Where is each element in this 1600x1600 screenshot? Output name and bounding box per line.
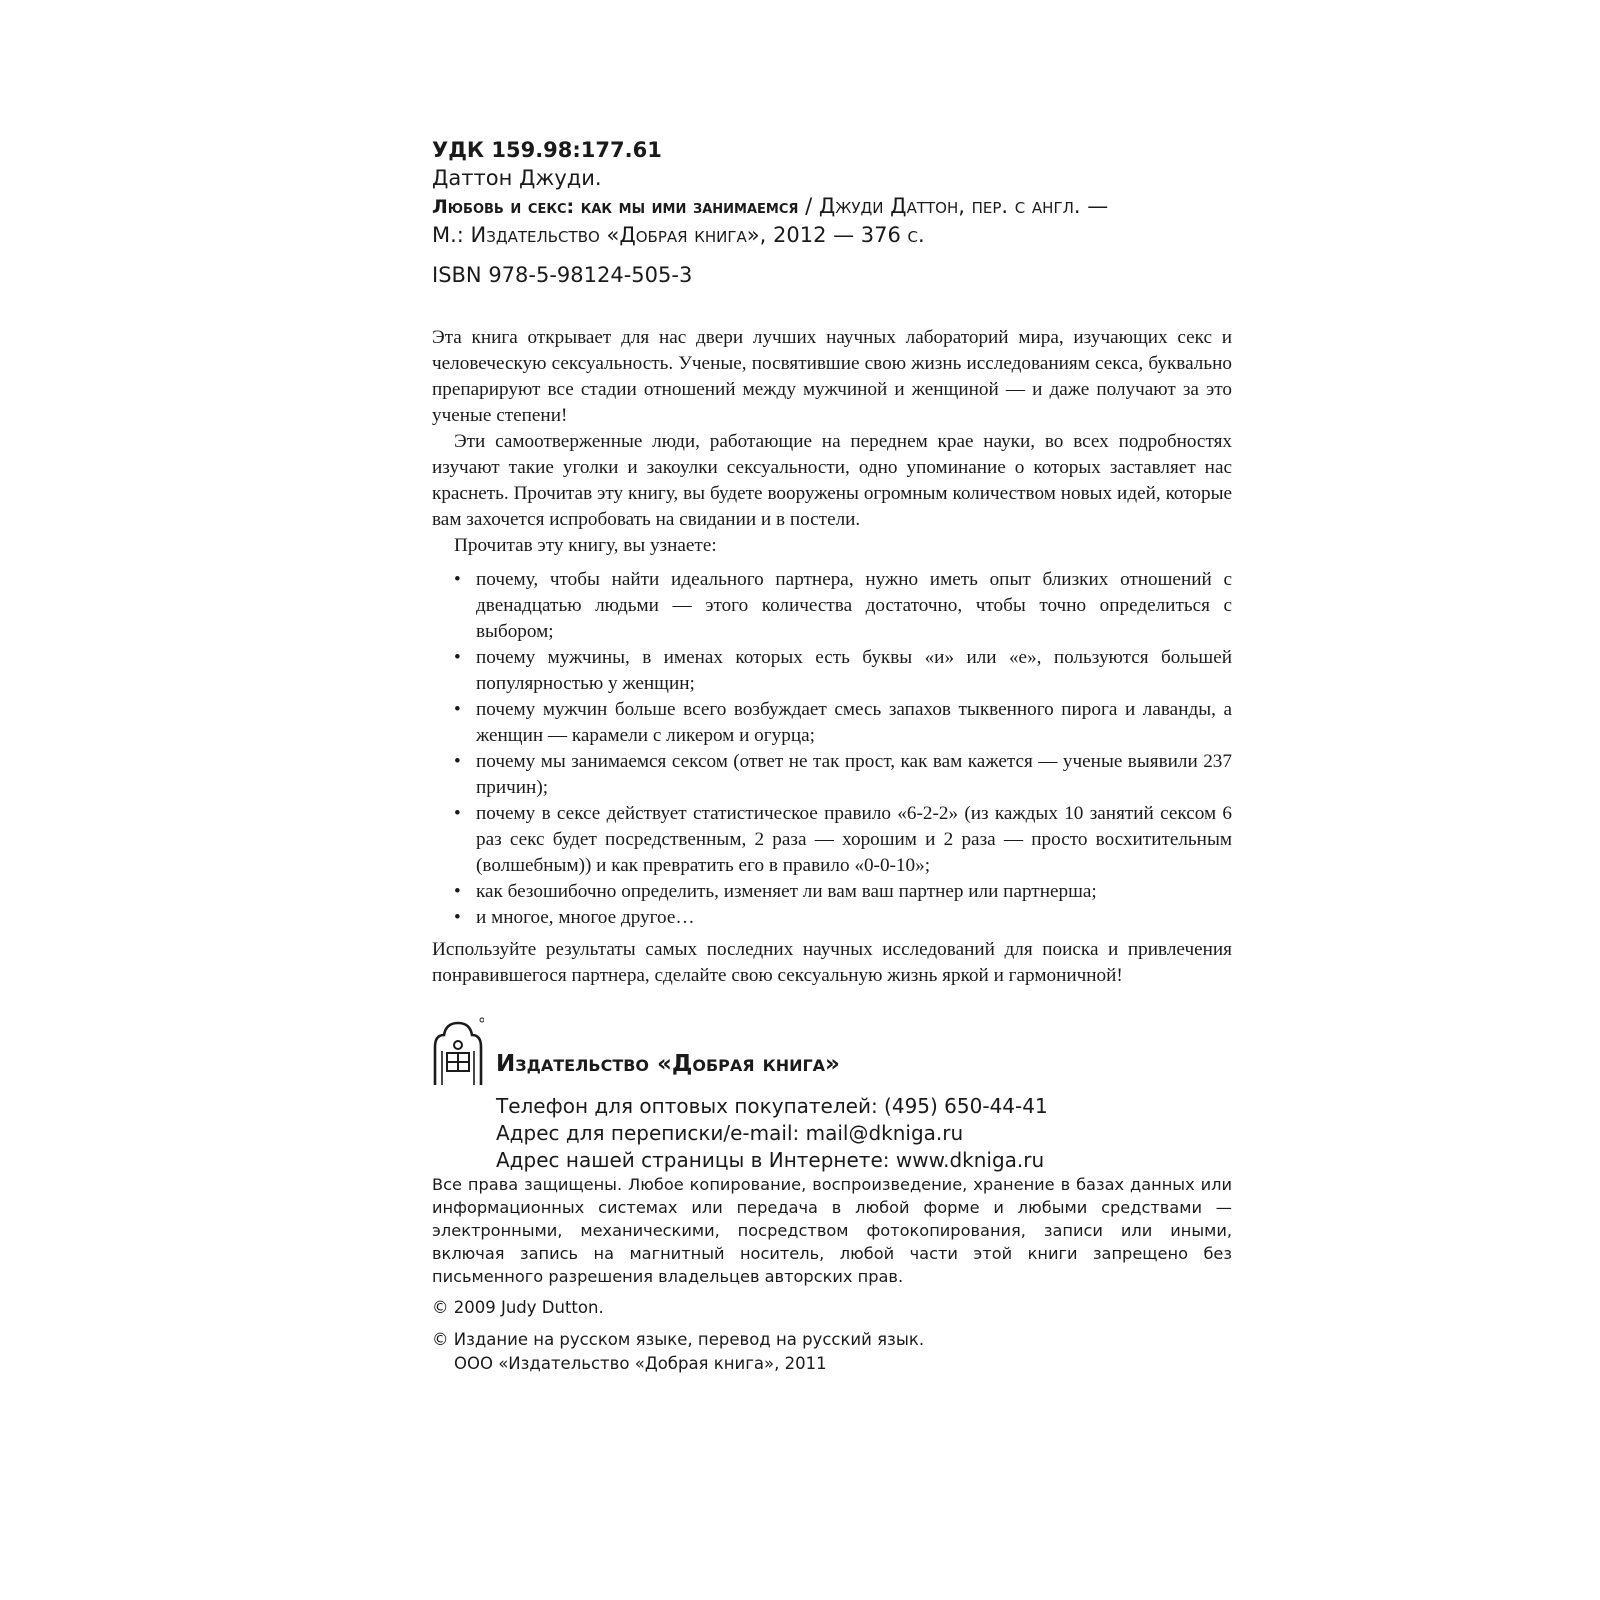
publisher-logo-icon xyxy=(432,1017,484,1087)
list-item: • почему мы занимаемся сексом (ответ не так прост, как вам кажется — ученые выявили 237 причин); xyxy=(476,749,1232,801)
list-item: • как безошибочно определить, изменяет ли вам ваш партнер или партнерша; xyxy=(476,879,1232,905)
list-item: • почему в сексе действует статистическое правило «6-2-2» (из каждых 10 занятий сексом 6 раз секс будет посредственным, 2 раза — хорошим и 2 раза — просто восхитительным (волшебным)) и как превратить его в правило «0-0-10»; xyxy=(476,801,1232,879)
annotation-closing: Используйте результаты самых последних научных исследований для поиска и привлечения понравившегося партнера, сделайте свою сексуальную жизнь яркой и гармоничной! xyxy=(432,939,1232,986)
isbn: ISBN 978-5-98124-505-3 xyxy=(432,263,693,287)
imprint: М.: Издательство «Добрая книга», 2012 — 376 с. xyxy=(432,223,925,247)
list-item: • почему мужчины, в именах которых есть буквы «и» или «е», пользуются большей популярностью у женщин; xyxy=(476,645,1232,697)
list-item: • почему, чтобы найти идеального партнера, нужно иметь опыт близких отношений с двенадцатью людьми — этого количества достаточно, чтобы точно определиться с выбором; xyxy=(476,567,1232,645)
bullet-list xyxy=(432,567,1232,931)
udk-code: УДК 159.98:177.61 xyxy=(432,138,662,162)
rights-notice: Все права защищены. Любое копирование, воспроизведение, хранение в базах данных или информационных системах или передача в любой форме и любыми средствами — электронными, механическими, посредством фотокопирования, записи или иными, включая запись на магнитный носитель, любой части этой книги запрещено без письменного разрешения владельцев авторских прав. xyxy=(432,1175,1232,1286)
list-item: • и многое, многое другое… xyxy=(476,905,1232,931)
copyright-translation xyxy=(432,1328,1232,1376)
publisher-website: Адрес нашей страницы в Интернете: www.dkniga.ru xyxy=(496,1148,1045,1172)
publisher-block xyxy=(432,1017,1232,1172)
copyright-translation-line-2: ООО «Издательство «Добрая книга», 2011 xyxy=(454,1354,827,1373)
title-rest: / Джуди Даттон, пер. с англ. — xyxy=(798,194,1109,218)
book-title: Любовь и секс: как мы ими занимаемся xyxy=(432,196,799,218)
annotation-paragraph-3: Прочитав эту книгу, вы узнаете: xyxy=(454,535,717,556)
copyright-page xyxy=(432,128,1232,1376)
publisher-phone: Телефон для оптовых покупателей: (495) 650-44-41 xyxy=(496,1094,1048,1118)
copyright-translation-line-1: © Издание на русском языке, перевод на русский язык. xyxy=(432,1330,925,1349)
publisher-email: Адрес для переписки/e-mail: mail@dkniga.ru xyxy=(496,1121,964,1145)
publisher-contacts xyxy=(496,1093,1048,1174)
title-line xyxy=(432,192,1232,221)
annotation-paragraph-2: Эти самоотверженные люди, работающие на переднем крае науки, во всех подробностях изучают такие уголки и закоулки сексуальности, одно упоминание о которых заставляет нас краснеть. Прочитав эту книгу, вы будете вооружены огромным количеством новых идей, которые вам захочется испробовать на свидании и в постели. xyxy=(432,431,1232,530)
author: Даттон Джуди. xyxy=(432,166,602,190)
publisher-name: Издательство «Добрая книга» xyxy=(496,1051,840,1077)
bibliographic-record xyxy=(432,136,1232,289)
copyright-original: © 2009 Judy Dutton. xyxy=(432,1298,604,1317)
list-item: • почему мужчин больше всего возбуждает смесь запахов тыквенного пирога и лаванды, а женщин — карамели с ликером и огурца; xyxy=(476,697,1232,749)
annotation xyxy=(432,325,1232,989)
annotation-paragraph-1: Эта книга открывает для нас двери лучших научных лабораторий мира, изучающих секс и человеческую сексуальность. Ученые, посвятившие свою жизнь исследованиям секса, буквально препарируют все стадии отношений между мужчиной и женщиной — и даже получают за это ученые степени! xyxy=(432,327,1232,426)
